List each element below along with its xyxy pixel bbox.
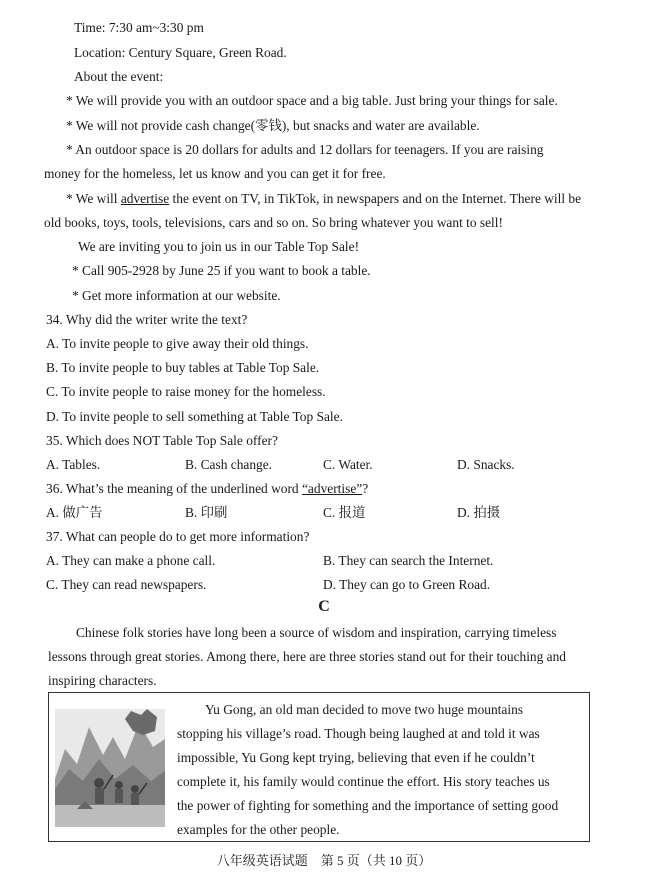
q34-option-d: D. To invite people to sell something at Table Top Sale. [46, 409, 343, 424]
section-c-heading: C [318, 598, 330, 615]
story-line: impossible, Yu Gong kept trying, believing that even if he couldn’t [177, 750, 535, 765]
q37-option-c: C. They can read newspapers. [46, 577, 207, 592]
event-bullet-4-cont: old books, toys, tools, televisions, cars and so on. So bring whatever you want to sell! [44, 215, 503, 230]
event-location: Location: Century Square, Green Road. [74, 45, 287, 60]
q34-option-c: C. To invite people to raise money for the homeless. [46, 384, 326, 399]
q35-stem: 35. Which does NOT Table Top Sale offer? [46, 433, 278, 448]
section-c-intro-1: Chinese folk stories have long been a source of wisdom and inspiration, carrying timeless [76, 625, 557, 640]
event-bullet-3: * An outdoor space is 20 dollars for adults and 12 dollars for teenagers. If you are raising [66, 142, 544, 157]
story-line: examples for the other people. [177, 822, 340, 837]
q36-option-a: A. 做广告 [46, 505, 103, 520]
q36-stem-word: “advertise” [301, 481, 363, 496]
event-bullet-2: * We will not provide cash change(零钱), but snacks and water are available. [66, 118, 480, 133]
yu-gong-illustration [55, 709, 165, 827]
bullet4-pre: * We will [66, 191, 121, 206]
event-time: Time: 7:30 am~3:30 pm [74, 20, 204, 35]
q34-option-a: A. To invite people to give away their old things. [46, 336, 309, 351]
section-c-intro-3: inspiring characters. [48, 673, 157, 688]
section-c-intro-2: lessons through great stories. Among there, here are three stories stand out for their touching and [48, 649, 567, 664]
event-about: About the event: [74, 69, 164, 84]
q34-option-b: B. To invite people to buy tables at Table Top Sale. [46, 360, 320, 375]
underlined-word: advertise [120, 191, 170, 206]
q37-stem: 37. What can people do to get more information? [46, 529, 310, 544]
q35-option-b: B. Cash change. [185, 457, 273, 472]
q36-stem [46, 481, 368, 497]
story-line: complete it, his family would continue the effort. His story teaches us [177, 774, 550, 789]
q35-option-c: C. Water. [323, 457, 373, 472]
q34-stem: 34. Why did the writer write the text? [46, 312, 248, 327]
q36-option-d: D. 拍摄 [457, 505, 501, 520]
q36-option-b: B. 印刷 [185, 505, 228, 520]
event-bullet-1: * We will provide you with an outdoor space and a big table. Just bring your things for sale. [66, 93, 558, 108]
q37-option-d: D. They can go to Green Road. [323, 577, 491, 592]
q36-stem-post: ? [362, 481, 369, 496]
q36-stem-pre: 36. What’s the meaning of the underlined word [46, 481, 302, 496]
page-footer: 八年级英语试题 第 5 页（共 10 页） [216, 853, 432, 868]
q37-option-a: A. They can make a phone call. [46, 553, 216, 568]
event-bullet-4 [66, 191, 581, 207]
bullet4-post: the event on TV, in TikTok, in newspapers and on the Internet. There will be [169, 191, 582, 206]
story-box-yu-gong [48, 692, 590, 842]
event-invite: We are inviting you to join us in our Table Top Sale! [78, 239, 360, 254]
event-bullet-5: * Call 905-2928 by June 25 if you want to book a table. [72, 263, 371, 278]
q35-option-a: A. Tables. [46, 457, 101, 472]
q36-option-c: C. 报道 [323, 505, 366, 520]
event-bullet-3-cont: money for the homeless, let us know and you can get it for free. [44, 166, 386, 181]
q37-option-b: B. They can search the Internet. [323, 553, 494, 568]
story-line: stopping his village’s road. Though being laughed at and told it was [177, 726, 540, 741]
event-bullet-6: * Get more information at our website. [72, 288, 281, 303]
story-line: the power of fighting for something and the importance of setting good [177, 798, 559, 813]
story-line: Yu Gong, an old man decided to move two huge mountains [205, 702, 523, 717]
q35-option-d: D. Snacks. [457, 457, 515, 472]
